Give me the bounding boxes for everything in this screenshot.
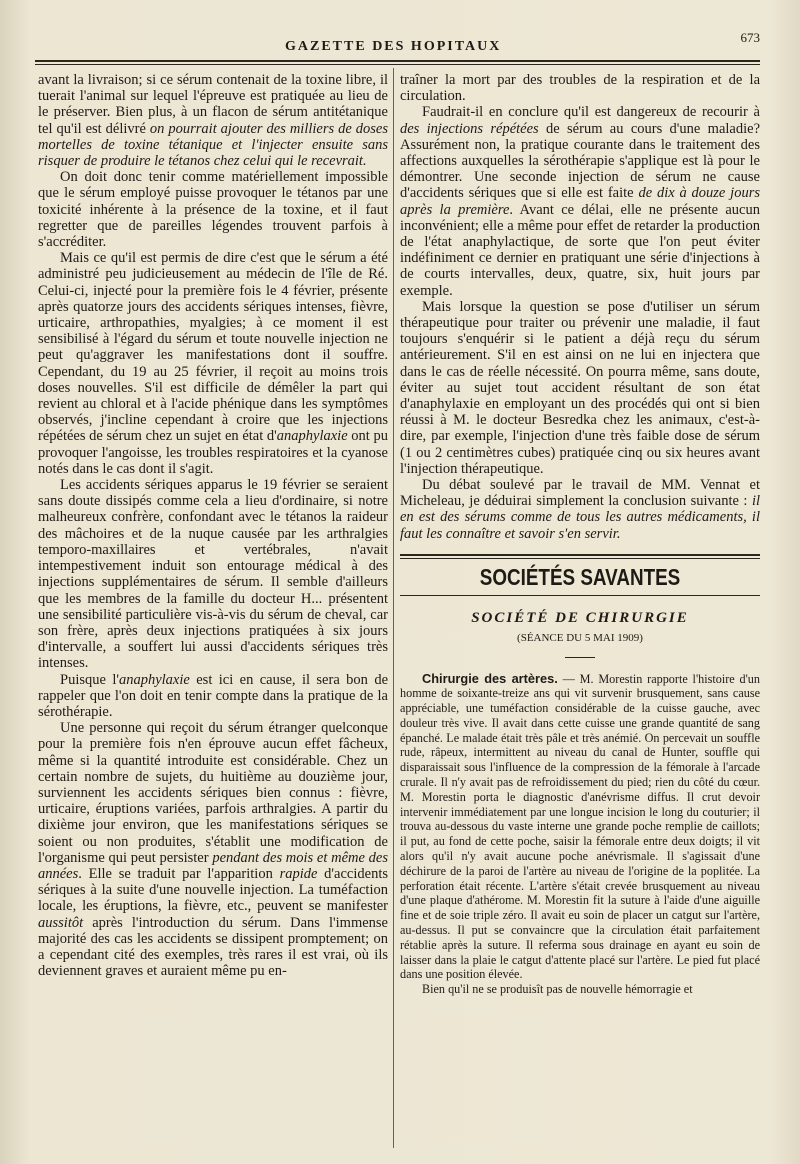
section-rule <box>400 554 760 556</box>
text-run-italic: on pourrait ajouter des milliers de doses mortelles de toxine tétanique et l'injecter ensuite sans risquer de produire le tétanos chez celui qui le recevrait. <box>38 120 388 170</box>
paragraph <box>400 477 760 542</box>
paragraph <box>38 72 388 169</box>
text-run: Faudrait-il en conclure qu'il est dangereux de recourir à <box>422 104 760 121</box>
text-run-italic: aussitôt <box>38 914 84 931</box>
text-run: . Avant ce délai, elle ne présente aucun inconvénient; elle a même pour effet de retarder la production de l'état anaphylactique, de sorte que l'on peut éviter indéfiniment ce dernier en pratiquant une série d'injections à de courts intervalles, deux, quatre, six, huit jours par exemple. <box>400 201 760 299</box>
text-run-italic: il en est des sérums comme de tous les autres médicaments, il faut les connaître et savoir s'en servir. <box>400 493 760 542</box>
text-run: ont pu provoquer l'angoisse, les troubles respiratoires et la cyanose notés dans le cas dont il s'agit. <box>38 428 388 477</box>
text-run: Du débat soulevé par le travail de MM. Vennat et Micheleau, je déduirai simplement la conclusion suivante : <box>400 477 760 510</box>
section-rule-bottom <box>400 595 760 596</box>
section-rule-thin <box>400 558 760 559</box>
page-number: 673 <box>740 30 760 45</box>
text-run: d'accidents sériques à la suite d'une nouvelle injection. La tuméfaction locale, les éruptions, la fièvre, etc., peuvent se manifester <box>38 865 388 915</box>
article <box>400 672 760 998</box>
society-name: SOCIÉTÉ DE CHIRURGIE <box>471 610 689 627</box>
paragraph <box>38 250 388 477</box>
header-rule <box>35 60 760 62</box>
text-run: avant la livraison; si ce sérum contenait de la toxine libre, il tuerait l'animal sur lequel l'épreuve est pratiquée au lieu de le préserver. Bien plus, à un flacon de sérum antitétanique tel qu'il est délivré <box>38 72 388 137</box>
paragraph: Mais lorsque la question se pose d'utiliser un sérum thérapeutique pour traiter ou prévenir une maladie, il faut toujours s'enquérir si le patient a déjà reçu du sérum antérieurement. S'il en est ainsi on ne lui en injectera que dans le cas de réelle nécessité. On pourra même, sans doute, éviter au sujet tout accident résultant de son état d'anaphylaxie en employant un des procédés qui ont si bien réussi à M. le docteur Besredka chez les animaux, c'est-à-dire, par exemple, l'injection d'une très faible dose de sérum (1 ou 2 centimètres cubes) pratiquée cinq ou six heures avant l'injection thérapeutique. <box>400 298 760 477</box>
paragraph <box>38 720 388 979</box>
text-run: — M. Morestin rapporte l'histoire d'un homme de soixante-treize ans qui vit survenir brusquement, sans cause appréciable, une tuméfaction considérable de la cuisse gauche, avec douleur très vive. Il avait dans cette cuisse une grande quantité de sang épanché. Le malade était très pâle et très anémié. On percevait un souffle rude, râpeux, intermittent au niveau du canal de Hunter, souffle qui disparaissait sous l'influence de la compression de la fémorale à l'arcade crurale. Il n'y avait pas de refroidissement du pied; rien du côté du cœur. M. Morestin porta le diagnostic d'anévrisme diffus. Il crut devoir intervenir immédiatement par une longue incision le long du couturier; il trouva au-dessous du vaste interne une grande poche remplie de caillots; il put, au fond de cette poche, saisir la fémorale entre deux doigts; il vit alors qu'il n'y avait aucune poche anévrismale. Il s'agissait d'une déchirure de la paroi de l'artère au niveau de l'origine de la poplitée. La perforation était récente. L'artère s'était crevée brusquement au niveau d'une plaque d'athérome. M. Morestin fit la suture à l'aide d'une aiguille fine et de soie triple zéro. Il avait eu soin de placer un catgut sur l'artère, au-dessus. Il put se convaincre que la circulation était parfaitement rétablie après la suture. Il referma sous drainage en ayant eu soin de laisser dans la plaie le catgut d'attente placé sur l'artère. Le pied fut placé dans une position élevée. <box>400 671 760 982</box>
running-title: GAZETTE DES HOPITAUX <box>285 39 502 54</box>
text-run-italic: de dix à douze jours après la première <box>400 185 760 218</box>
text-run: Puisque l' <box>60 671 119 688</box>
article-rubric: Chirurgie des artères. <box>422 670 558 686</box>
session-date: (SÉANCE DU 5 MAI 1909) <box>517 632 643 645</box>
paragraph: On doit donc tenir comme matériellement impossible que le sérum employé puisse provoquer le tétanos par une toxicité inhérente à la présence de la toxine, et il faut regretter que de pareilles légendes trouvent parfois à s'accréditer. <box>38 169 388 251</box>
text-run: est ici en cause, il sera bon de rappeler que l'on doit en tenir compte dans la pratique de la sérothérapie. <box>38 671 388 720</box>
section-title: SOCIÉTÉS SAVANTES <box>479 563 681 590</box>
paragraph: traîner la mort par des troubles de la respiration et de la circulation. <box>400 72 760 105</box>
right-column <box>400 72 760 997</box>
short-rule <box>565 657 595 658</box>
paragraph: Bien qu'il ne se produisît pas de nouvelle hémorragie et <box>422 982 693 997</box>
paragraph <box>400 104 760 298</box>
text-run-italic: anaphylaxie <box>276 428 348 445</box>
text-run-italic: des injections répétées <box>400 120 539 137</box>
text-run: Une personne qui reçoit du sérum étranger quelconque pour la première fois n'en éprouve aucun effet fâcheux, même si la quantité introduite est considérable. Chez un certain nombre de sujets, du huitième au douzième jour, surviennent les accidents sériques bien connus : fièvre, urticaire, éruptions variées, parfois arthralgies. A partir du dixième jour environ, que les manifestations sériques se soient ou non produites, s'établit une modification de l'organisme qui peut persister <box>38 720 388 866</box>
text-run-italic: rapide <box>279 865 318 882</box>
text-run: après l'introduction du sérum. Dans l'immense majorité des cas les accidents se dissipent promptement; on a cependant cité des exemples, très rares il est vrai, où ils deviennent graves et auraient même pu en- <box>38 914 388 980</box>
paragraph: Les accidents sériques apparus le 19 février se seraient sans doute dissipés comme cela a lieu d'ordinaire, si notre malheureux confrère, confondant avec le tétanos la raideur des mâchoires et de la nuque causée par les arthralgies temporo-maxillaires et vertébrales, n'avait intempestivement induit son entourage médical à des injections supplémentaires de sérum. Il semble d'ailleurs que les membres de la famille du docteur H... présentent une sensibilité particulière vis-à-vis du sérum de cheval, car son frère, après deux injections pratiquées à six jours d'intervalle, a souffert lui aussi d'accidents sériques très intenses. <box>38 477 388 672</box>
paragraph <box>400 672 760 983</box>
text-run: . Elle se traduit par l'apparition <box>78 865 280 882</box>
text-run-italic: pendant des mois et même des années <box>38 849 388 882</box>
text-run: de sérum au cours d'une maladie? Assurément non, la pratique courante dans le traitement des affections auxquelles la sérothérapie s'applique est là pour le démontrer. Une seconde injection de sérum ne cause d'accidents sériques que si elle est faite <box>400 120 761 202</box>
text-run: Mais ce qu'il est permis de dire c'est que le sérum a été administré peu judicieusement au médecin de l'île de Ré. Celui-ci, injecté pour la première fois le 4 février, présente après quatorze jours des accidents sériques intenses, fièvre, urticaire, arthropathies, myalgies; à ce moment il est sensibilisé à l'égard du sérum et toute nouvelle injection ne peut qu'aggraver les manifestations dont il souffre. Cependant, du 19 au 25 février, il reçoit au moins trois doses nouvelles. S'il est difficile de démêler la part qui revient au chloral et à l'acide phénique dans les symptômes observés, j'incline cependant à croire que les injections répétées de sérum chez un sujet en état d' <box>38 250 388 445</box>
paragraph <box>38 672 388 721</box>
text-run-italic: anaphylaxie <box>118 671 190 688</box>
header-rule-thin <box>35 64 760 65</box>
column-divider <box>393 68 394 1148</box>
left-column <box>38 72 388 979</box>
